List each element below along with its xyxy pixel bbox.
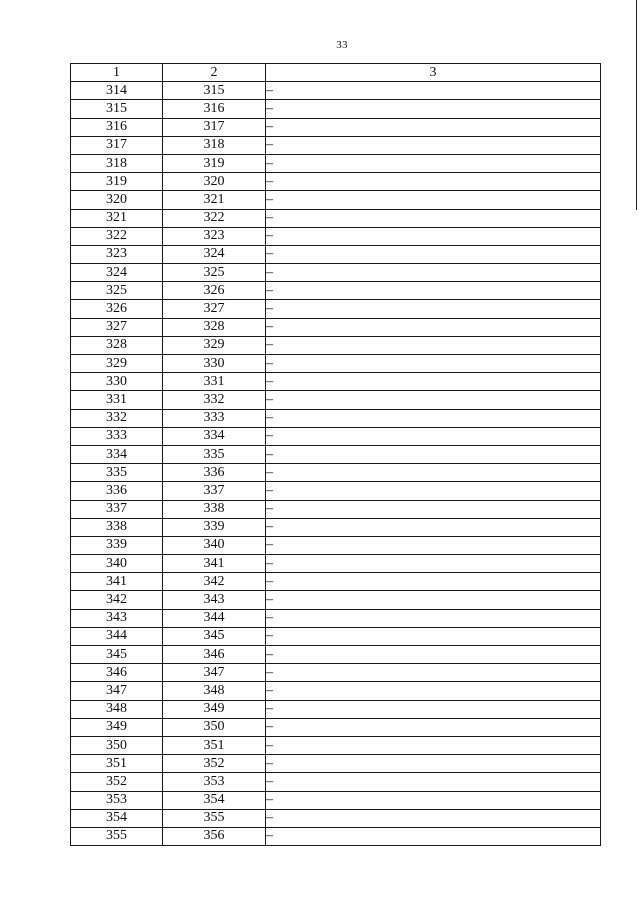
cell-col-1: 314 [71, 82, 163, 100]
page-number: 33 [336, 39, 348, 51]
table-row [71, 173, 601, 191]
cell-col-3: – [266, 427, 601, 445]
table-row [71, 464, 601, 482]
cell-col-3: – [266, 82, 601, 100]
column-header-3: 3 [266, 64, 601, 82]
cell-col-2: 328 [163, 318, 266, 336]
cell-col-2: 347 [163, 664, 266, 682]
table-row [71, 718, 601, 736]
table-row [71, 518, 601, 536]
table-row [71, 154, 601, 172]
table-row [71, 609, 601, 627]
table-row [71, 482, 601, 500]
cell-col-3: – [266, 409, 601, 427]
column-header-2: 2 [163, 64, 266, 82]
cell-col-1: 339 [71, 536, 163, 554]
cell-col-2: 321 [163, 191, 266, 209]
cell-col-3: – [266, 700, 601, 718]
table-row [71, 282, 601, 300]
cell-col-2: 326 [163, 282, 266, 300]
cell-col-1: 332 [71, 409, 163, 427]
cell-col-2: 331 [163, 373, 266, 391]
cell-col-2: 341 [163, 555, 266, 573]
cell-col-3: – [266, 482, 601, 500]
cell-col-2: 323 [163, 227, 266, 245]
cell-col-1: 324 [71, 264, 163, 282]
cell-col-2: 319 [163, 154, 266, 172]
cell-col-3: – [266, 300, 601, 318]
cell-col-2: 315 [163, 82, 266, 100]
cell-col-2: 344 [163, 609, 266, 627]
cell-col-3: – [266, 118, 601, 136]
table-row [71, 536, 601, 554]
cell-col-3: – [266, 646, 601, 664]
cell-col-1: 333 [71, 427, 163, 445]
cell-col-1: 330 [71, 373, 163, 391]
cell-col-2: 325 [163, 264, 266, 282]
table-body [71, 82, 601, 846]
cell-col-2: 339 [163, 518, 266, 536]
cell-col-3: – [266, 591, 601, 609]
cell-col-2: 350 [163, 718, 266, 736]
cell-col-2: 333 [163, 409, 266, 427]
table-row [71, 227, 601, 245]
cell-col-2: 348 [163, 682, 266, 700]
cell-col-3: – [266, 573, 601, 591]
cell-col-2: 320 [163, 173, 266, 191]
cell-col-1: 326 [71, 300, 163, 318]
cell-col-1: 351 [71, 755, 163, 773]
cell-col-1: 355 [71, 827, 163, 845]
cell-col-1: 347 [71, 682, 163, 700]
cell-col-3: – [266, 245, 601, 263]
cell-col-3: – [266, 609, 601, 627]
table-row [71, 700, 601, 718]
table-row [71, 336, 601, 354]
table-row [71, 427, 601, 445]
cell-col-2: 343 [163, 591, 266, 609]
cell-col-2: 349 [163, 700, 266, 718]
table-row [71, 773, 601, 791]
cell-col-1: 341 [71, 573, 163, 591]
table-row [71, 827, 601, 845]
cell-col-3: – [266, 191, 601, 209]
table-row [71, 391, 601, 409]
cell-col-3: – [266, 664, 601, 682]
data-table [70, 63, 601, 846]
cell-col-1: 321 [71, 209, 163, 227]
page-edge-line [636, 0, 637, 210]
cell-col-3: – [266, 355, 601, 373]
cell-col-1: 322 [71, 227, 163, 245]
cell-col-2: 318 [163, 136, 266, 154]
cell-col-2: 338 [163, 500, 266, 518]
cell-col-3: – [266, 500, 601, 518]
table-row [71, 791, 601, 809]
cell-col-3: – [266, 718, 601, 736]
table-row [71, 245, 601, 263]
cell-col-1: 353 [71, 791, 163, 809]
cell-col-3: – [266, 209, 601, 227]
table-row [71, 409, 601, 427]
cell-col-1: 323 [71, 245, 163, 263]
cell-col-3: – [266, 755, 601, 773]
cell-col-2: 342 [163, 573, 266, 591]
table-row [71, 627, 601, 645]
cell-col-3: – [266, 736, 601, 754]
cell-col-1: 348 [71, 700, 163, 718]
cell-col-1: 327 [71, 318, 163, 336]
cell-col-3: – [266, 773, 601, 791]
cell-col-3: – [266, 100, 601, 118]
cell-col-1: 335 [71, 464, 163, 482]
cell-col-3: – [266, 445, 601, 463]
table-row [71, 355, 601, 373]
cell-col-1: 343 [71, 609, 163, 627]
cell-col-1: 320 [71, 191, 163, 209]
table-row [71, 209, 601, 227]
cell-col-3: – [266, 154, 601, 172]
table-row [71, 755, 601, 773]
table-row [71, 191, 601, 209]
table-row [71, 591, 601, 609]
table-row [71, 682, 601, 700]
cell-col-3: – [266, 827, 601, 845]
cell-col-2: 337 [163, 482, 266, 500]
table-row [71, 664, 601, 682]
cell-col-3: – [266, 318, 601, 336]
cell-col-2: 336 [163, 464, 266, 482]
table-row [71, 445, 601, 463]
cell-col-3: – [266, 536, 601, 554]
cell-col-3: – [266, 227, 601, 245]
cell-col-1: 349 [71, 718, 163, 736]
cell-col-1: 328 [71, 336, 163, 354]
cell-col-2: 335 [163, 445, 266, 463]
table-row [71, 555, 601, 573]
cell-col-3: – [266, 373, 601, 391]
cell-col-2: 354 [163, 791, 266, 809]
cell-col-2: 329 [163, 336, 266, 354]
table-row [71, 809, 601, 827]
cell-col-2: 346 [163, 646, 266, 664]
column-header-1: 1 [71, 64, 163, 82]
cell-col-3: – [266, 173, 601, 191]
cell-col-1: 338 [71, 518, 163, 536]
cell-col-1: 329 [71, 355, 163, 373]
table-row [71, 300, 601, 318]
cell-col-3: – [266, 518, 601, 536]
cell-col-1: 318 [71, 154, 163, 172]
cell-col-2: 356 [163, 827, 266, 845]
cell-col-3: – [266, 627, 601, 645]
header-row [71, 64, 601, 82]
cell-col-2: 324 [163, 245, 266, 263]
cell-col-1: 345 [71, 646, 163, 664]
table-row [71, 500, 601, 518]
cell-col-1: 319 [71, 173, 163, 191]
table-row [71, 736, 601, 754]
cell-col-2: 327 [163, 300, 266, 318]
cell-col-2: 355 [163, 809, 266, 827]
table-row [71, 100, 601, 118]
cell-col-3: – [266, 555, 601, 573]
table-row [71, 573, 601, 591]
cell-col-1: 344 [71, 627, 163, 645]
cell-col-3: – [266, 264, 601, 282]
cell-col-2: 334 [163, 427, 266, 445]
cell-col-3: – [266, 682, 601, 700]
cell-col-1: 346 [71, 664, 163, 682]
cell-col-1: 315 [71, 100, 163, 118]
cell-col-3: – [266, 809, 601, 827]
cell-col-1: 354 [71, 809, 163, 827]
table-row [71, 118, 601, 136]
cell-col-2: 345 [163, 627, 266, 645]
cell-col-3: – [266, 282, 601, 300]
table-row [71, 646, 601, 664]
cell-col-1: 352 [71, 773, 163, 791]
cell-col-2: 351 [163, 736, 266, 754]
cell-col-1: 317 [71, 136, 163, 154]
cell-col-2: 317 [163, 118, 266, 136]
cell-col-2: 332 [163, 391, 266, 409]
cell-col-1: 350 [71, 736, 163, 754]
table-row [71, 373, 601, 391]
cell-col-2: 353 [163, 773, 266, 791]
cell-col-2: 340 [163, 536, 266, 554]
cell-col-3: – [266, 336, 601, 354]
cell-col-3: – [266, 391, 601, 409]
cell-col-1: 334 [71, 445, 163, 463]
cell-col-1: 331 [71, 391, 163, 409]
table-row [71, 264, 601, 282]
cell-col-1: 316 [71, 118, 163, 136]
cell-col-2: 352 [163, 755, 266, 773]
cell-col-2: 330 [163, 355, 266, 373]
cell-col-1: 342 [71, 591, 163, 609]
cell-col-1: 336 [71, 482, 163, 500]
cell-col-2: 322 [163, 209, 266, 227]
table-row [71, 136, 601, 154]
cell-col-3: – [266, 791, 601, 809]
cell-col-1: 325 [71, 282, 163, 300]
cell-col-1: 340 [71, 555, 163, 573]
cell-col-3: – [266, 464, 601, 482]
table-row [71, 82, 601, 100]
table-row [71, 318, 601, 336]
cell-col-1: 337 [71, 500, 163, 518]
cell-col-2: 316 [163, 100, 266, 118]
cell-col-3: – [266, 136, 601, 154]
